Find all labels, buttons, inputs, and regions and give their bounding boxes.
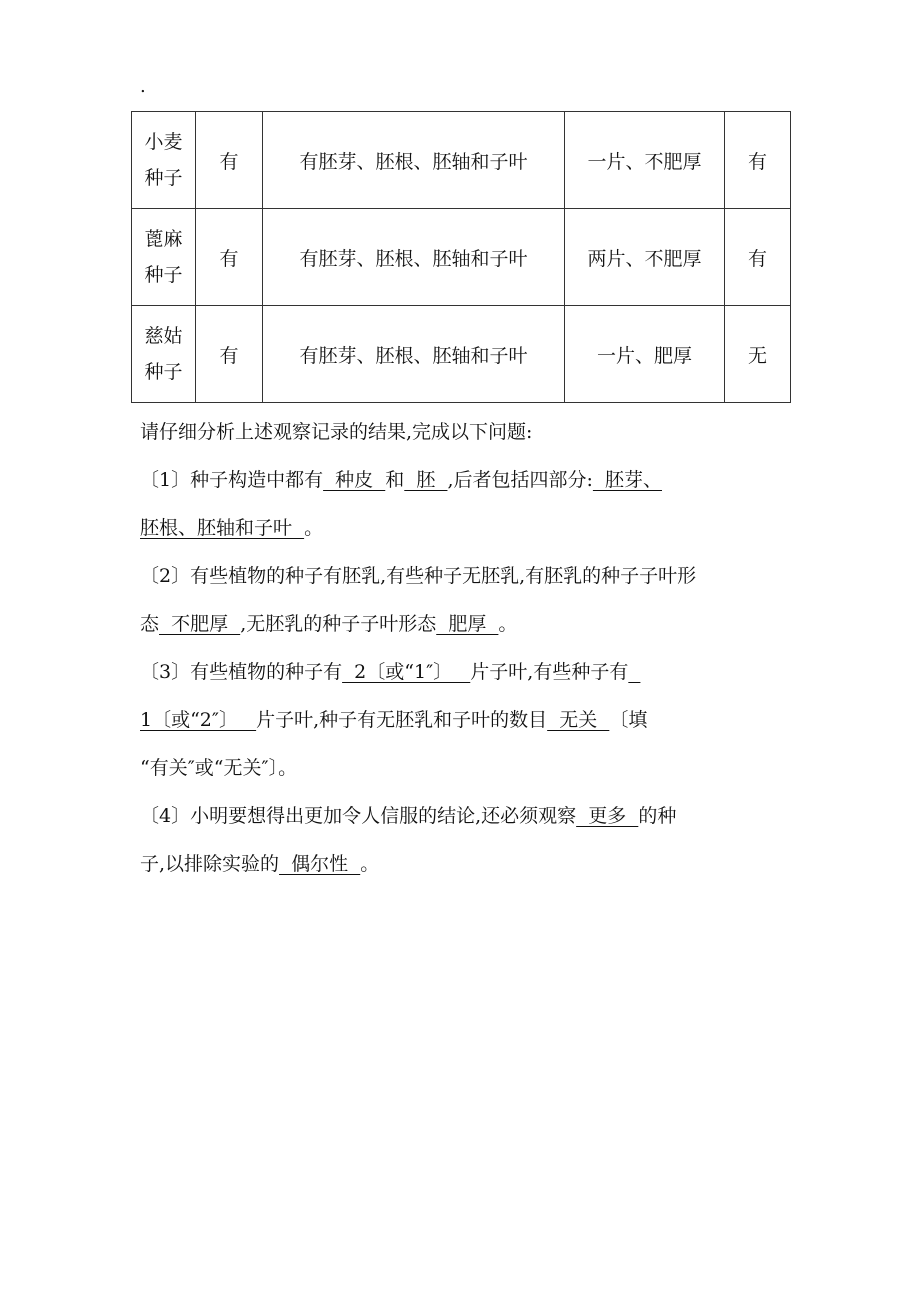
table-cell: 有 <box>196 306 263 403</box>
seed-name-cell <box>132 112 196 209</box>
table-cell: 一片、肥厚 <box>565 306 725 403</box>
q1-text: 。 <box>304 517 324 539</box>
table-row <box>132 306 791 403</box>
table-cell: 有胚芽、胚根、胚轴和子叶 <box>263 306 565 403</box>
table-cell: 有胚芽、胚根、胚轴和子叶 <box>263 112 565 209</box>
q4-text: 的种 <box>638 805 677 827</box>
q4-text: 子,以排除实验的 <box>140 853 280 875</box>
q1-text: ,后者包括四部分: <box>447 469 593 491</box>
question-3-line1 <box>140 648 640 696</box>
q2-answer-not-thick: 不肥厚 <box>159 613 241 635</box>
question-4-line1 <box>140 792 676 840</box>
q3-text: 〔填 <box>609 709 648 731</box>
question-3-line3 <box>140 744 297 792</box>
q2-text: 态 <box>140 613 160 635</box>
table-cell: 两片、不肥厚 <box>565 209 725 306</box>
q1-text: 〔1〕种子构造中都有 <box>140 469 324 491</box>
q3-answer-blank <box>628 661 640 683</box>
q2-text: 。 <box>498 613 518 635</box>
q1-answer-parts: 胚芽、 <box>592 469 662 491</box>
q3-text: “有关″或“无关″〕。 <box>140 757 298 779</box>
seed-name-line2: 种子 <box>144 264 183 286</box>
table-row <box>132 209 791 306</box>
q2-text: ,无胚乳的种子子叶形态 <box>240 613 437 635</box>
table-cell: 有 <box>725 112 791 209</box>
table-cell: 一片、不肥厚 <box>565 112 725 209</box>
table-cell: 有胚芽、胚根、胚轴和子叶 <box>263 209 565 306</box>
q1-text: 和 <box>385 469 405 491</box>
table-cell: 有 <box>196 209 263 306</box>
seed-name-line1: 小麦 <box>144 131 183 153</box>
question-1-line2 <box>140 504 323 552</box>
seed-name-line2: 种子 <box>144 167 183 189</box>
question-2-line1 <box>140 552 696 600</box>
question-1-line1 <box>140 456 662 504</box>
q1-answer-embryo: 胚 <box>404 469 448 491</box>
seed-name-line2: 种子 <box>144 361 183 383</box>
q4-text: 。 <box>360 853 380 875</box>
q3-text: 〔3〕有些植物的种子有 <box>140 661 343 683</box>
question-3-line2 <box>140 696 647 744</box>
table-row <box>132 112 791 209</box>
page-mark: . <box>140 76 146 97</box>
question-4-line2 <box>140 840 379 888</box>
seed-name-line1: 慈姑 <box>144 325 183 347</box>
table-cell: 有 <box>725 209 791 306</box>
q1-answer-seedcoat: 种皮 <box>323 469 386 491</box>
q4-text: 〔4〕小明要想得出更加令人信服的结论,还必须观察 <box>140 805 577 827</box>
q3-text: 片子叶,种子有无胚乳和子叶的数目 <box>256 709 548 731</box>
seed-observation-table <box>131 111 791 403</box>
table-cell: 无 <box>725 306 791 403</box>
seed-name-line1: 蓖麻 <box>144 228 183 250</box>
q1-answer-parts-cont: 胚根、胚轴和子叶 <box>140 517 305 539</box>
seed-name-cell <box>132 209 196 306</box>
questions-intro: 请仔细分析上述观察记录的结果,完成以下问题: <box>140 421 533 443</box>
q2-answer-thick: 肥厚 <box>436 613 499 635</box>
q4-answer-chance: 偶尔性 <box>279 853 361 875</box>
question-2-line2 <box>140 600 517 648</box>
q3-answer-unrelated: 无关 <box>547 709 610 731</box>
q3-answer-count-a: 2〔或“1″〕 <box>342 661 471 683</box>
seed-name-cell <box>132 306 196 403</box>
q3-answer-count-b: 1〔或“2″〕 <box>140 709 257 731</box>
q3-text: 片子叶,有些种子有 <box>470 661 629 683</box>
q4-answer-more: 更多 <box>576 805 639 827</box>
table-cell: 有 <box>196 112 263 209</box>
q2-text: 〔2〕有些植物的种子有胚乳,有些种子无胚乳,有胚乳的种子子叶形 <box>140 565 697 587</box>
